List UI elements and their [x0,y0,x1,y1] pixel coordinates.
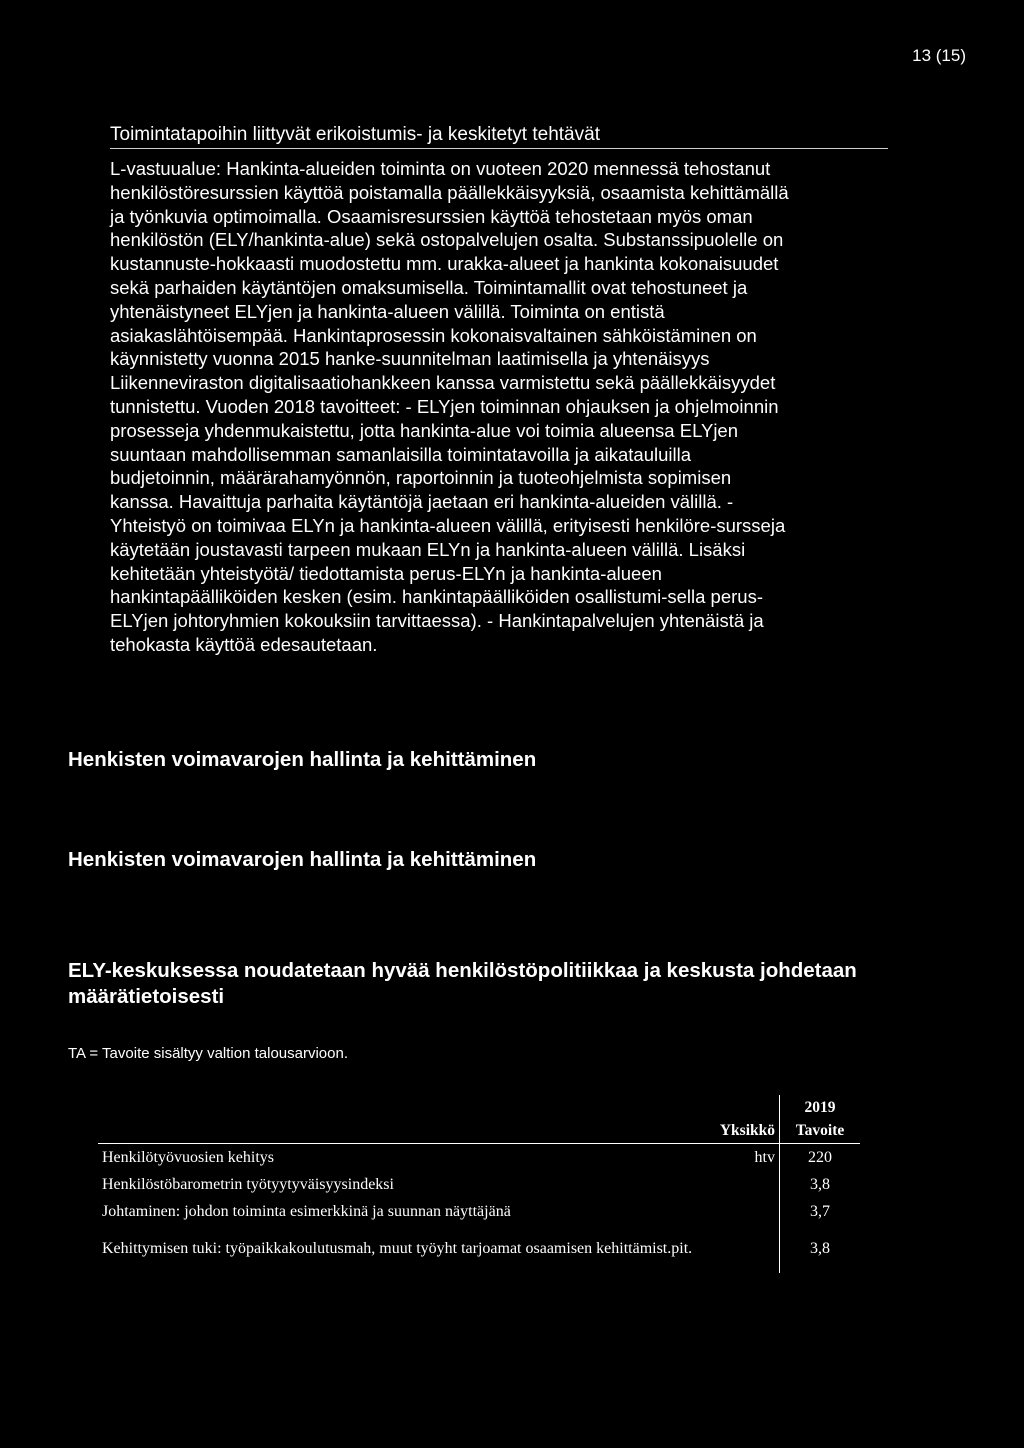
row-value: 3,8 [810,1175,830,1193]
body-line: tehokasta käyttöä edesautetaan. [110,633,378,655]
row-label: Kehittymisen tuki: työpaikkakoulutusmah, muut työyht tarjoamat osaamisen kehittämist.pit. [102,1240,693,1257]
body-line: henkilöstön (ELY/hankinta-alue) sekä ostopalvelujen osalta. Substanssipuolelle on [110,229,784,251]
body-line: suuntaan mahdollisemman samanlaisilla toimintatavoilla ja aikatauluilla [110,443,691,465]
body-line: ELYjen johtoryhmien kokouksiin tarvittaessa). - Hankintapalvelujen yhtenäistä ja [110,610,764,632]
heading-henkisten-voimavarojen-1: Henkisten voimavarojen hallinta ja kehittäminen [68,748,537,771]
body-line: ja työnkuvia optimoimalla. Osaamisresurssien käyttöä tehostetaan myös oman [110,205,753,227]
section-header: Toimintatapoihin liittyvät erikoistumis- ja keskitetyt tehtävät [110,122,888,149]
ta-note: TA = Tavoite sisältyy valtion talousarvioon. [68,1045,349,1062]
header-label-empty [98,1119,699,1144]
heading-henkisten-voimavarojen-2: Henkisten voimavarojen hallinta ja kehittäminen [68,848,537,871]
body-line: L-vastuualue: Hankinta-alueiden toiminta on vuoteen 2020 mennessä tehostanut [110,158,771,179]
row-value: 220 [808,1148,832,1166]
row-unit [699,1198,780,1225]
header-unit-empty [699,1095,780,1119]
body-line: kustannuste-hokkaasti muodostettu mm. urakka-alueet ja hankinta kokonaisuudet [110,253,779,275]
header-empty [98,1095,699,1119]
body-line: tunnistettu. Vuoden 2018 tavoitteet: - ELYjen toiminnan ohjauksen ja ohjelmoinnin [110,395,779,417]
table-row [98,1198,860,1225]
body-line: yhtenäistyneet ELYjen ja hankinta-alueen välillä. Toiminta on entistä [110,300,665,322]
body-line: asiakaslähtöisempää. Hankintaprosessin kokonaisvaltainen sähköistäminen on [110,324,757,346]
row-label: Henkilöstöbarometrin työtyytyväisyysindeksi [102,1175,394,1193]
body-line: käytetään joustavasti tarpeen mukaan ELYn ja hankinta-alueen välillä. Lisäksi [110,538,746,560]
body-line: sekä parhaiden käytäntöjen omaksumisella. Toimintamallit ovat tehostuneet ja [110,276,748,298]
row-value: 3,8 [810,1240,830,1257]
header-target: Tavoite [780,1119,861,1144]
targets-table-container [98,1095,860,1273]
body-line: prosesseja yhdenmukaistettu, jotta hankinta-alue voi toimia alueensa ELYjen [110,419,739,441]
table-row [98,1144,860,1172]
header-unit: Yksikkö [699,1119,780,1144]
body-line: kehitetään yhteistyötä/ tiedottamista perus-ELYn ja hankinta-alueen [110,562,662,584]
body-line: Liikenneviraston digitalisaatiohankkeen kanssa varmistettu sekä päällekkäisyydet [110,372,776,394]
row-unit: htv [699,1144,780,1172]
body-line: budjetoinnin, määrärahamyönnön, raportoinnin ja tuoteohjelmista sopimisen [110,467,732,489]
body-line: kanssa. Havaittuja parhaita käytäntöjä jaetaan eri hankinta-alueiden välillä. - [110,491,734,513]
heading-ely-keskus-henkilostopolitiikka: ELY-keskuksessa noudatetaan hyvää henkilöstöpolitiikkaa ja keskusta johdetaan määrätietoisesti [68,959,857,1008]
row-value: 3,7 [810,1202,830,1220]
page-number: 13 (15) [912,46,966,65]
row-unit [699,1225,780,1273]
body-line: Yhteistyö on toimivaa ELYn ja hankinta-alueen välillä, erityisesti henkilöre-sursseja [110,514,786,536]
table-row [98,1225,860,1273]
header-year: 2019 [804,1099,836,1116]
body-line: henkilöstöresurssien käyttöä poistamalla päällekkäisyyksiä, osaamista kehittämällä [110,181,789,203]
targets-table [98,1095,860,1273]
table-row [98,1171,860,1198]
body-line: käynnistetty vuonna 2015 hanke-suunnitelman laatimisella ja yhtenäisyys [110,348,710,370]
body-line: hankintapäälliköiden kesken (esim. hankintapäälliköiden osallistumi-sella perus- [110,586,763,608]
section-body-text [110,157,870,657]
row-unit [699,1171,780,1198]
row-label: Johtaminen: johdon toiminta esimerkkinä ja suunnan näyttäjänä [102,1202,511,1220]
row-label: Henkilötyövuosien kehitys [102,1148,274,1166]
